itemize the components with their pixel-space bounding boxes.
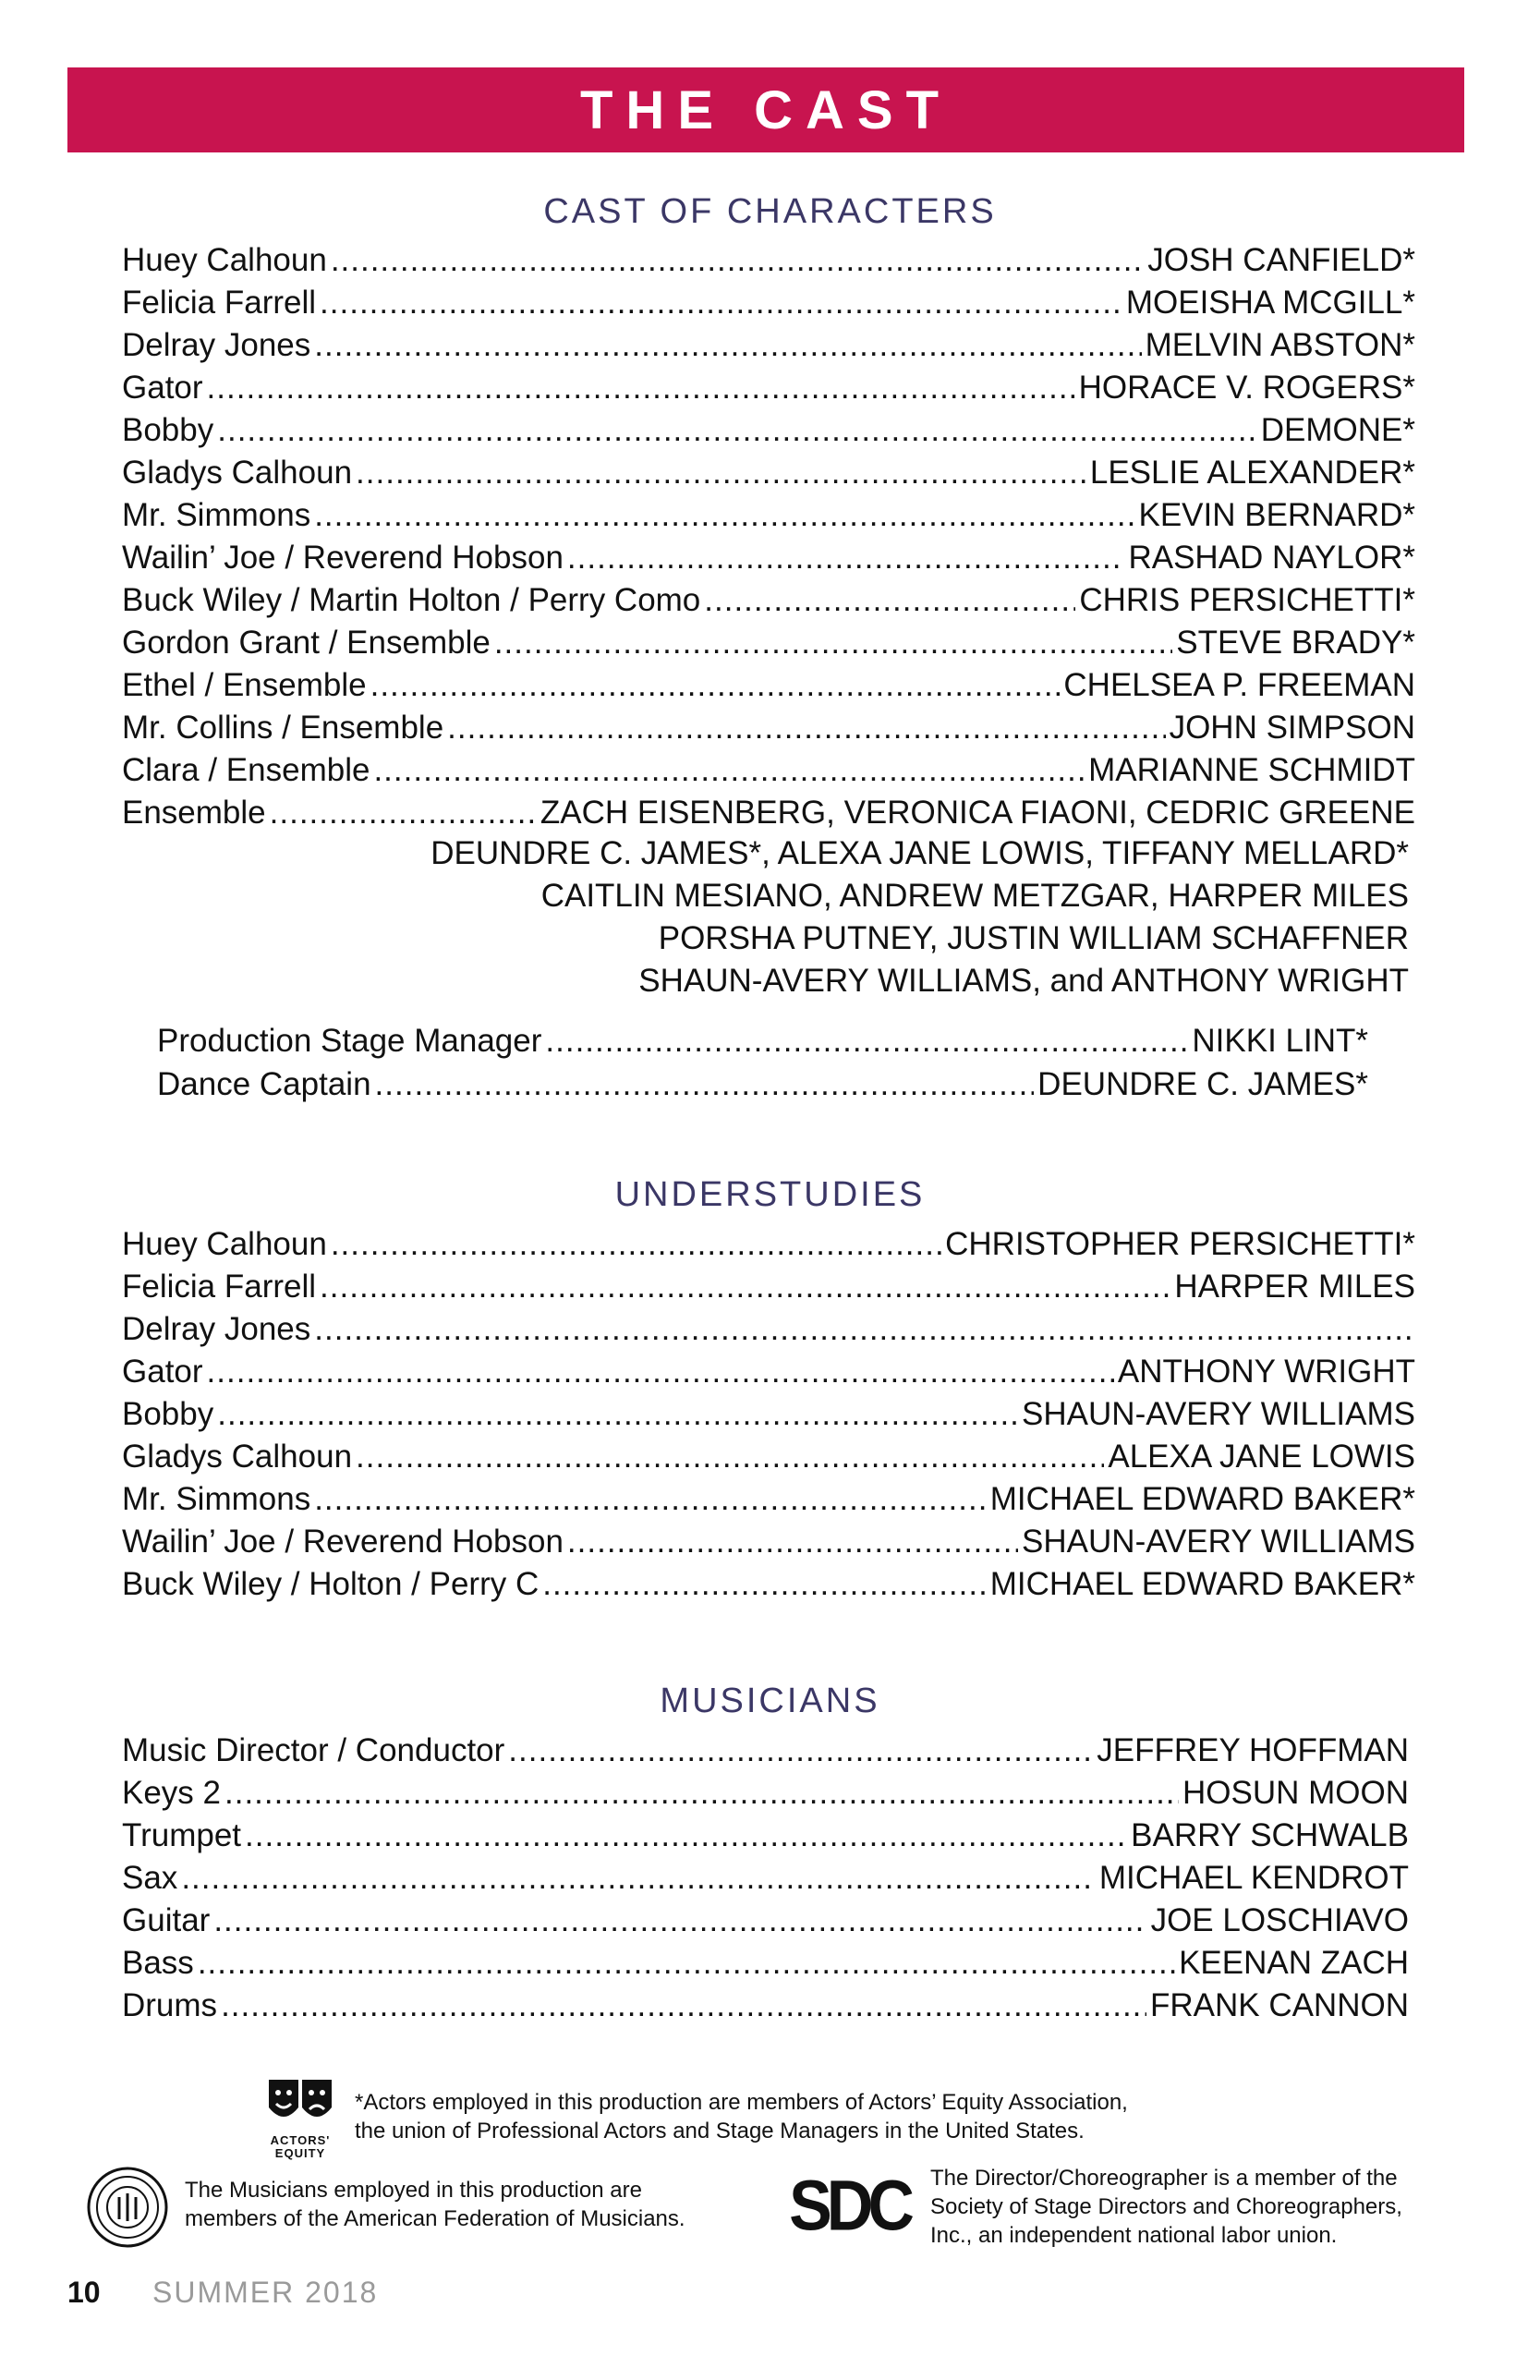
performer-name: MICHAEL EDWARD BAKER* xyxy=(989,1566,1415,1602)
equity-note-line: *Actors employed in this production are members of Actors’ Equity Association, xyxy=(355,2090,1128,2115)
dot-leader xyxy=(375,1066,1035,1103)
performer-name: MOEISHA MCGILL* xyxy=(1125,285,1415,321)
dot-leader xyxy=(314,1481,987,1518)
ensemble-continued-line: DEUNDRE C. JAMES*, ALEXA JANE LOWIS, TIFFANY MELLARD* xyxy=(430,835,1409,871)
performer-name: FRANK CANNON xyxy=(1149,1987,1409,2023)
musicians-heading: MUSICIANS xyxy=(660,1682,880,1720)
role-name: Gladys Calhoun xyxy=(122,455,353,491)
dot-leader xyxy=(447,710,1165,747)
credit-row xyxy=(122,540,1415,582)
performer-name: LESLIE ALEXANDER* xyxy=(1089,455,1415,491)
page-title: THE CAST xyxy=(580,79,952,140)
role-name: Gator xyxy=(122,1354,203,1390)
dot-leader xyxy=(704,582,1075,619)
role-name: Ethel / Ensemble xyxy=(122,667,367,703)
dot-leader xyxy=(314,497,1134,534)
dot-leader xyxy=(314,327,1141,364)
role-name: Ensemble xyxy=(122,795,266,831)
dot-leader xyxy=(207,370,1075,407)
role-name: Mr. Collins / Ensemble xyxy=(122,710,444,746)
performer-name: JOHN SIMPSON xyxy=(1169,710,1415,746)
performer-name: JEFFREY HOFFMAN xyxy=(1097,1732,1409,1768)
dot-leader xyxy=(320,285,1122,322)
dot-leader xyxy=(545,1023,1188,1060)
performer-name: NIKKI LINT* xyxy=(1192,1023,1368,1059)
role-name: Sax xyxy=(122,1860,178,1896)
credit-row xyxy=(122,1775,1409,1817)
credit-row xyxy=(122,497,1415,540)
role-name: Mr. Simmons xyxy=(122,497,311,533)
dot-leader xyxy=(181,1860,1096,1897)
role-name: Keys 2 xyxy=(122,1775,221,1811)
credit-row xyxy=(122,1945,1409,1987)
dot-leader xyxy=(224,1775,1179,1812)
credit-row xyxy=(122,1860,1409,1902)
performer-name: KEVIN BERNARD* xyxy=(1138,497,1415,533)
role-name: Guitar xyxy=(122,1902,211,1938)
role-name: Trumpet xyxy=(122,1817,242,1853)
credit-row xyxy=(122,1439,1415,1481)
afm-seal-logo xyxy=(86,2166,169,2249)
season-label: SUMMER 2018 xyxy=(152,2276,379,2309)
dot-leader xyxy=(567,540,1125,577)
credit-row xyxy=(122,795,1415,837)
credit-row xyxy=(122,242,1415,285)
credit-row xyxy=(122,370,1415,412)
role-name: Wailin’ Joe / Reverend Hobson xyxy=(122,1524,564,1560)
theater-masks-icon xyxy=(265,2076,335,2130)
role-name: Wailin’ Joe / Reverend Hobson xyxy=(122,540,564,576)
role-name: Bobby xyxy=(122,1396,214,1432)
equity-note xyxy=(355,2088,1128,2145)
performer-name: DEMONE* xyxy=(1260,412,1415,448)
credit-row xyxy=(122,1481,1415,1524)
role-name: Drums xyxy=(122,1987,218,2023)
dot-leader xyxy=(331,1226,941,1263)
dot-leader xyxy=(213,1902,1146,1939)
performer-name: CHRIS PERSICHETTI* xyxy=(1079,582,1415,618)
equity-note-line: the union of Professional Actors and Stage Managers in the United States. xyxy=(355,2119,1085,2143)
role-name: Production Stage Manager xyxy=(157,1023,542,1059)
dot-leader xyxy=(356,1439,1104,1475)
union-seal-icon xyxy=(86,2166,169,2249)
dot-leader xyxy=(314,1311,1412,1348)
performer-name: RASHAD NAYLOR* xyxy=(1128,540,1415,576)
role-name: Huey Calhoun xyxy=(122,242,327,278)
cast-heading: CAST OF CHARACTERS xyxy=(543,192,997,231)
dot-leader xyxy=(373,752,1085,789)
role-name: Buck Wiley / Martin Holton / Perry Como xyxy=(122,582,701,618)
dot-leader xyxy=(567,1524,1018,1560)
performer-name: CHELSEA P. FREEMAN xyxy=(1063,667,1415,703)
credit-row xyxy=(122,1226,1415,1269)
sdc-logo xyxy=(785,2166,913,2245)
role-name: Music Director / Conductor xyxy=(122,1732,505,1768)
role-name: Delray Jones xyxy=(122,327,311,363)
performer-name: ALEXA JANE LOWIS xyxy=(1108,1439,1415,1475)
actors-equity-logo-text: ACTORS' EQUITY xyxy=(270,2133,331,2160)
credit-row xyxy=(122,1524,1415,1566)
afm-note-line: The Musicians employed in this production are xyxy=(185,2178,642,2203)
performer-name: HARPER MILES xyxy=(1174,1269,1415,1305)
performer-name: KEENAN ZACH xyxy=(1179,1945,1409,1981)
sdc-note xyxy=(930,2164,1402,2250)
credit-row xyxy=(122,1396,1415,1439)
credit-row xyxy=(122,412,1415,455)
credit-row xyxy=(157,1066,1368,1109)
role-name: Huey Calhoun xyxy=(122,1226,327,1262)
role-name: Buck Wiley / Holton / Perry C xyxy=(122,1566,540,1602)
performer-name: MICHAEL KENDROT xyxy=(1098,1860,1409,1896)
role-name: Mr. Simmons xyxy=(122,1481,311,1517)
ensemble-continued-line: PORSHA PUTNEY, JUSTIN WILLIAM SCHAFFNER xyxy=(658,920,1409,956)
sdc-note-line: The Director/Choreographer is a member of the xyxy=(930,2166,1398,2191)
role-name: Delray Jones xyxy=(122,1311,311,1347)
performer-name: MARIANNE SCHMIDT xyxy=(1088,752,1415,788)
credit-row xyxy=(122,625,1415,667)
role-name: Bobby xyxy=(122,412,214,448)
role-name: Gladys Calhoun xyxy=(122,1439,353,1475)
credit-row xyxy=(122,710,1415,752)
actors-equity-logo xyxy=(265,2076,335,2160)
performer-name: MELVIN ABSTON* xyxy=(1145,327,1415,363)
title-banner xyxy=(67,67,1464,152)
performer-name: SHAUN-AVERY WILLIAMS xyxy=(1022,1396,1415,1432)
afm-note xyxy=(185,2176,685,2233)
afm-note-line: members of the American Federation of Musicians. xyxy=(185,2206,685,2231)
credit-row xyxy=(122,582,1415,625)
dot-leader xyxy=(542,1566,987,1603)
dot-leader xyxy=(207,1354,1114,1390)
ensemble-continued-line: CAITLIN MESIANO, ANDREW METZGAR, HARPER MILES xyxy=(540,878,1409,914)
role-name: Dance Captain xyxy=(157,1066,371,1102)
credit-row xyxy=(122,1732,1409,1775)
credit-row xyxy=(157,1023,1368,1065)
credit-row xyxy=(122,1354,1415,1396)
credit-row xyxy=(122,1566,1415,1609)
role-name: Felicia Farrell xyxy=(122,285,317,321)
dot-leader xyxy=(198,1945,1175,1982)
role-name: Gator xyxy=(122,370,203,406)
sdc-logo-text: SDC xyxy=(789,2166,909,2245)
credit-row xyxy=(122,1817,1409,1860)
credit-row xyxy=(122,667,1415,710)
performer-name: STEVE BRADY* xyxy=(1176,625,1415,661)
dot-leader xyxy=(370,667,1061,704)
performer-name: JOSH CANFIELD* xyxy=(1147,242,1415,278)
sdc-note-line: Society of Stage Directors and Choreographers, xyxy=(930,2194,1402,2219)
role-name: Bass xyxy=(122,1945,194,1981)
page-number: 10 xyxy=(67,2276,101,2309)
dot-leader xyxy=(320,1269,1170,1305)
credit-row xyxy=(122,455,1415,497)
performer-name: CHRISTOPHER PERSICHETTI* xyxy=(945,1226,1415,1262)
performer-name: HORACE V. ROGERS* xyxy=(1078,370,1415,406)
performer-name: SHAUN-AVERY WILLIAMS xyxy=(1022,1524,1415,1560)
dot-leader xyxy=(270,795,537,832)
role-name: Felicia Farrell xyxy=(122,1269,317,1305)
credit-row xyxy=(122,1902,1409,1945)
sdc-note-line: Inc., an independent national labor union. xyxy=(930,2223,1338,2248)
credit-row xyxy=(122,327,1415,370)
role-name: Clara / Ensemble xyxy=(122,752,370,788)
performer-name: ANTHONY WRIGHT xyxy=(1117,1354,1415,1390)
performer-name: MICHAEL EDWARD BAKER* xyxy=(989,1481,1415,1517)
credit-row xyxy=(122,1269,1415,1311)
performer-name: DEUNDRE C. JAMES* xyxy=(1037,1066,1368,1102)
dot-leader xyxy=(494,625,1172,662)
performer-name: HOSUN MOON xyxy=(1182,1775,1409,1811)
credit-row xyxy=(122,285,1415,327)
credit-row xyxy=(122,752,1415,795)
dot-leader xyxy=(217,1396,1018,1433)
credit-row xyxy=(122,1987,1409,2030)
performer-name: JOE LOSCHIAVO xyxy=(1150,1902,1409,1938)
dot-leader xyxy=(245,1817,1127,1854)
dot-leader xyxy=(331,242,1144,279)
dot-leader xyxy=(508,1732,1093,1769)
credit-row xyxy=(122,1311,1415,1354)
dot-leader xyxy=(221,1987,1146,2024)
dot-leader xyxy=(356,455,1086,492)
performer-name: BARRY SCHWALB xyxy=(1131,1817,1409,1853)
ensemble-continued-line: SHAUN-AVERY WILLIAMS, and ANTHONY WRIGHT xyxy=(638,963,1409,999)
understudies-heading: UNDERSTUDIES xyxy=(614,1175,926,1214)
role-name: Gordon Grant / Ensemble xyxy=(122,625,491,661)
dot-leader xyxy=(217,412,1257,449)
performer-name: ZACH EISENBERG, VERONICA FIAONI, CEDRIC GREENE xyxy=(540,795,1415,831)
